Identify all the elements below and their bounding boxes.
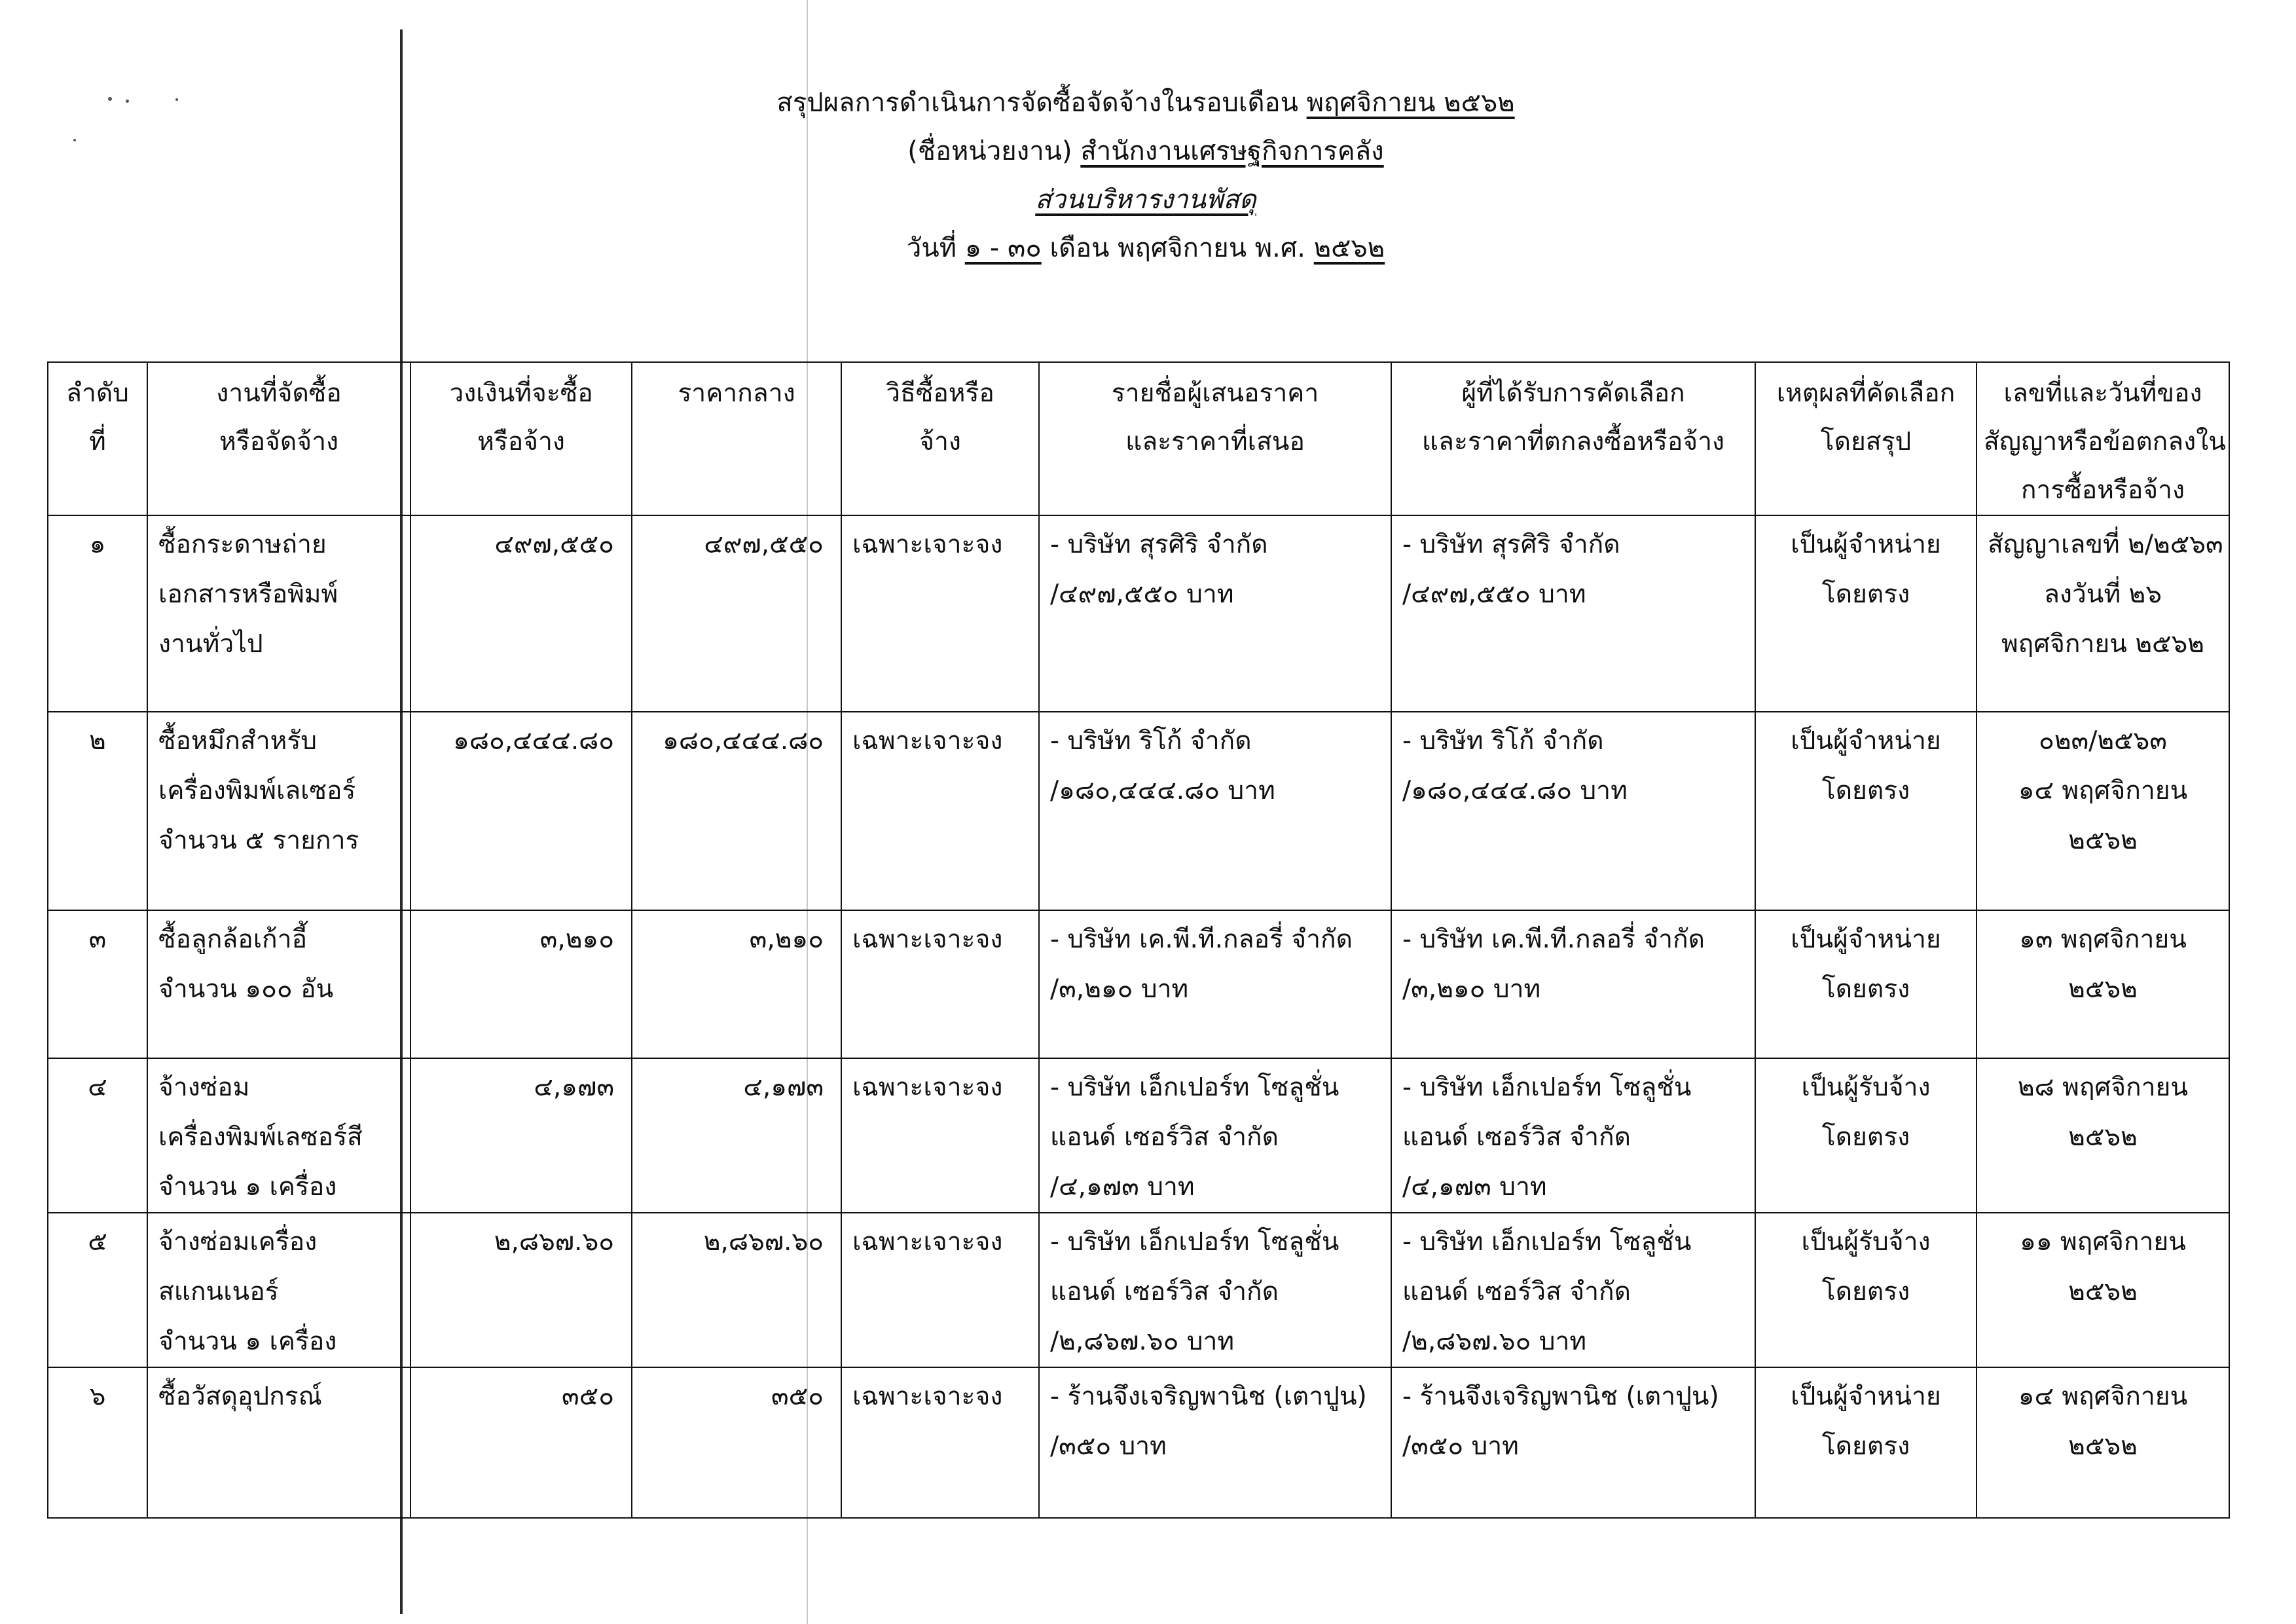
- cell-selected: - บริษัท สุรศิริ จำกัด /๔๙๗,๕๕๐ บาท: [1391, 515, 1755, 712]
- title-prefix: สรุปผลการดำเนินการจัดซื้อจัดจ้างในรอบเดือน: [776, 88, 1298, 118]
- cell-budget: ๔๙๗,๕๕๐: [410, 515, 632, 712]
- table-row: [48, 1367, 2229, 1518]
- scan-speck: [108, 97, 112, 101]
- cell-selected: - บริษัท เอ็กเปอร์ท โซลูชั่น แอนด์ เซอร์วิส จำกัด /๒,๘๖๗.๖๐ บาท: [1391, 1213, 1755, 1367]
- agency-name: สำนักงานเศรษฐกิจการคลัง: [1080, 136, 1384, 166]
- cell-no: ๑: [48, 515, 147, 712]
- cell-no: ๖: [48, 1367, 147, 1518]
- cell-item: จ้างซ่อม เครื่องพิมพ์เลซอร์สี จำนวน ๑ เครื่อง: [147, 1058, 410, 1213]
- col-header-bidders: รายชื่อผู้เสนอราคา และราคาที่เสนอ: [1039, 362, 1391, 515]
- col-header-ref-price: ราคากลาง: [632, 362, 841, 515]
- date-mid: เดือน พฤศจิกายน พ.ศ.: [1049, 233, 1305, 263]
- col-header-selected: ผู้ที่ได้รับการคัดเลือก และราคาที่ตกลงซื้อหรือจ้าง: [1391, 362, 1755, 515]
- division-name: ส่วนบริหารงานพัสดุ: [1035, 185, 1256, 215]
- cell-reason: เป็นผู้จำหน่าย โดยตรง: [1755, 910, 1977, 1058]
- col-header-item: งานที่จัดซื้อ หรือจัดจ้าง: [147, 362, 410, 515]
- cell-item: ซื้อวัสดุอุปกรณ์: [147, 1367, 410, 1518]
- cell-bidders: - บริษัท เค.พี.ที.กลอรี่ จำกัด /๓,๒๑๐ บาท: [1039, 910, 1391, 1058]
- cell-item: ซื้อหมึกสำหรับ เครื่องพิมพ์เลเซอร์ จำนวน ๕ รายการ: [147, 712, 410, 910]
- cell-ref-price: ๑๘๐,๔๔๔.๘๐: [632, 712, 841, 910]
- cell-method: เฉพาะเจาะจง: [841, 1058, 1039, 1213]
- cell-contract: ๑๔ พฤศจิกายน ๒๕๖๒: [1977, 1367, 2229, 1518]
- cell-ref-price: ๔,๑๗๓: [632, 1058, 841, 1213]
- cell-ref-price: ๒,๘๖๗.๖๐: [632, 1213, 841, 1367]
- cell-selected: - บริษัท ริโก้ จำกัด /๑๘๐,๔๔๔.๘๐ บาท: [1391, 712, 1755, 910]
- table-row: [48, 712, 2229, 910]
- cell-budget: ๓๕๐: [410, 1367, 632, 1518]
- cell-method: เฉพาะเจาะจง: [841, 712, 1039, 910]
- cell-contract: ๐๒๓/๒๕๖๓ ๑๔ พฤศจิกายน ๒๕๖๒: [1977, 712, 2229, 910]
- date-prefix: วันที่: [906, 233, 957, 263]
- table-row: [48, 515, 2229, 712]
- title-month: พฤศจิกายน ๒๕๖๒: [1306, 88, 1515, 118]
- cell-budget: ๑๘๐,๔๔๔.๘๐: [410, 712, 632, 910]
- agency-prefix: (ชื่อหน่วยงาน): [907, 136, 1072, 166]
- cell-selected: - บริษัท เค.พี.ที.กลอรี่ จำกัด /๓,๒๑๐ บาท: [1391, 910, 1755, 1058]
- cell-ref-price: ๓,๒๑๐: [632, 910, 841, 1058]
- cell-item: จ้างซ่อมเครื่อง สแกนเนอร์ จำนวน ๑ เครื่อง: [147, 1213, 410, 1367]
- cell-item: ซื้อลูกล้อเก้าอี้ จำนวน ๑๐๐ อัน: [147, 910, 410, 1058]
- cell-no: ๓: [48, 910, 147, 1058]
- col-header-no: ลำดับ ที่: [48, 362, 147, 515]
- agency-line: [655, 127, 1637, 175]
- cell-reason: เป็นผู้รับจ้าง โดยตรง: [1755, 1058, 1977, 1213]
- cell-selected: - บริษัท เอ็กเปอร์ท โซลูชั่น แอนด์ เซอร์วิส จำกัด /๔,๑๗๓ บาท: [1391, 1058, 1755, 1213]
- procurement-table: [47, 361, 2230, 1519]
- title-line: [655, 79, 1637, 127]
- cell-reason: เป็นผู้จำหน่าย โดยตรง: [1755, 712, 1977, 910]
- cell-contract: ๑๑ พฤศจิกายน ๒๕๖๒: [1977, 1213, 2229, 1367]
- date-year: ๒๕๖๒: [1313, 233, 1385, 263]
- col-header-contract: เลขที่และวันที่ของ สัญญาหรือข้อตกลงใน การซื้อหรือจ้าง: [1977, 362, 2229, 515]
- cell-ref-price: ๔๙๗,๕๕๐: [632, 515, 841, 712]
- table-row: [48, 1058, 2229, 1213]
- cell-budget: ๒,๘๖๗.๖๐: [410, 1213, 632, 1367]
- cell-reason: เป็นผู้รับจ้าง โดยตรง: [1755, 1213, 1977, 1367]
- cell-reason: เป็นผู้จำหน่าย โดยตรง: [1755, 1367, 1977, 1518]
- header-row: [48, 362, 2229, 515]
- cell-bidders: - บริษัท เอ็กเปอร์ท โซลูชั่น แอนด์ เซอร์วิส จำกัด /๔,๑๗๓ บาท: [1039, 1058, 1391, 1213]
- cell-budget: ๓,๒๑๐: [410, 910, 632, 1058]
- col-header-budget: วงเงินที่จะซื้อ หรือจ้าง: [410, 362, 632, 515]
- cell-contract: สัญญาเลขที่ ๒/๒๕๖๓ ลงวันที่ ๒๖ พฤศจิกายน ๒๕๖๒: [1977, 515, 2229, 712]
- cell-selected: - ร้านจึงเจริญพานิช (เตาปูน) /๓๕๐ บาท: [1391, 1367, 1755, 1518]
- cell-reason: เป็นผู้จำหน่าย โดยตรง: [1755, 515, 1977, 712]
- date-range: ๑ - ๓๐: [964, 233, 1042, 263]
- cell-bidders: - บริษัท ริโก้ จำกัด /๑๘๐,๔๔๔.๘๐ บาท: [1039, 712, 1391, 910]
- cell-method: เฉพาะเจาะจง: [841, 1213, 1039, 1367]
- scan-speck: [126, 100, 129, 103]
- cell-method: เฉพาะเจาะจง: [841, 910, 1039, 1058]
- cell-contract: ๒๘ พฤศจิกายน ๒๕๖๒: [1977, 1058, 2229, 1213]
- division-line: [655, 175, 1637, 224]
- date-line: [655, 224, 1637, 272]
- cell-no: ๔: [48, 1058, 147, 1213]
- table-row: [48, 910, 2229, 1058]
- col-header-method: วิธีซื้อหรือ จ้าง: [841, 362, 1039, 515]
- cell-budget: ๔,๑๗๓: [410, 1058, 632, 1213]
- scan-speck: [175, 98, 178, 101]
- cell-no: ๕: [48, 1213, 147, 1367]
- cell-no: ๒: [48, 712, 147, 910]
- cell-method: เฉพาะเจาะจง: [841, 1367, 1039, 1518]
- cell-ref-price: ๓๕๐: [632, 1367, 841, 1518]
- cell-bidders: - บริษัท เอ็กเปอร์ท โซลูชั่น แอนด์ เซอร์วิส จำกัด /๒,๘๖๗.๖๐ บาท: [1039, 1213, 1391, 1367]
- cell-method: เฉพาะเจาะจง: [841, 515, 1039, 712]
- document-header: [655, 79, 1637, 272]
- scan-speck: [73, 139, 76, 141]
- table-row: [48, 1213, 2229, 1367]
- cell-bidders: - บริษัท สุรศิริ จำกัด /๔๙๗,๕๕๐ บาท: [1039, 515, 1391, 712]
- cell-item: ซื้อกระดาษถ่าย เอกสารหรือพิมพ์ งานทั่วไป: [147, 515, 410, 712]
- col-header-reason: เหตุผลที่คัดเลือก โดยสรุป: [1755, 362, 1977, 515]
- cell-bidders: - ร้านจึงเจริญพานิช (เตาปูน) /๓๕๐ บาท: [1039, 1367, 1391, 1518]
- cell-contract: ๑๓ พฤศจิกายน ๒๕๖๒: [1977, 910, 2229, 1058]
